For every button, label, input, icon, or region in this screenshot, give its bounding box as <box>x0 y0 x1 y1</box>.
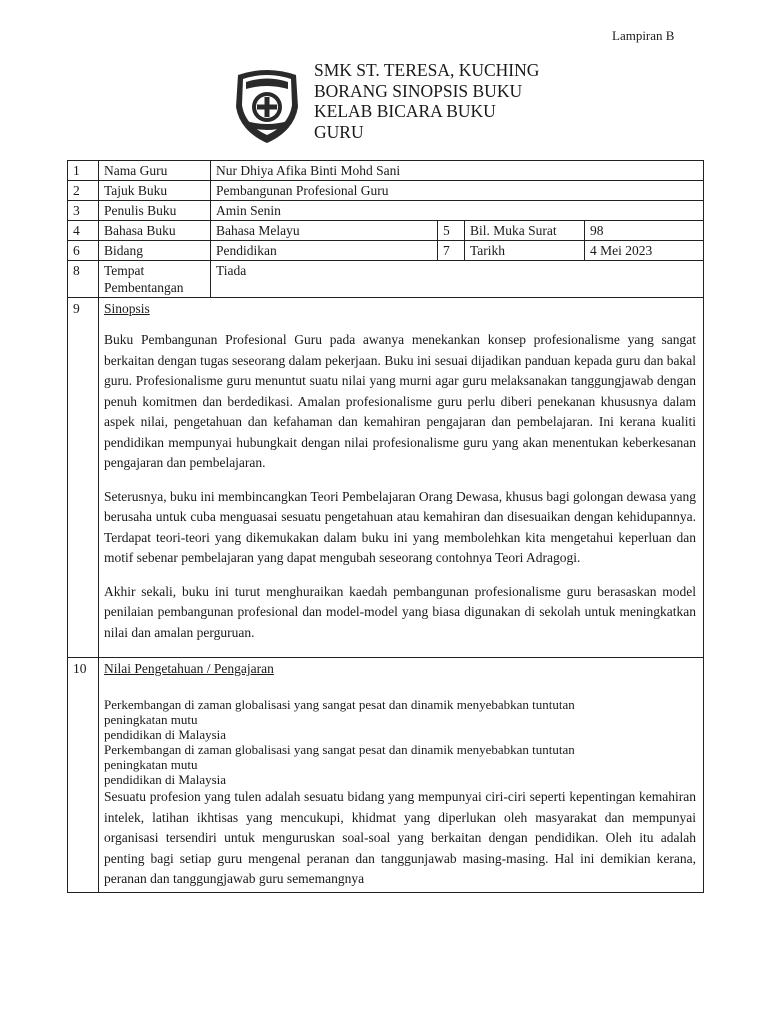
field-value: Pendidikan <box>211 241 438 261</box>
book-title-value: Pembangunan Profesional Guru <box>211 181 704 201</box>
synopsis-paragraph: Buku Pembangunan Profesional Guru pada awanya menekankan konsep profesionalisme yang sangat berkaitan dengan tugas seseorang dalam pekerjaan. Buku ini sesuai dijadikan panduan kepada guru dan bakal guru. Profesionalisme guru menuntut suatu nilai yang murni agar guru melaksanakan tanggungjawab dengan penuh komitmen dan berdedikasi. Amalan profesionalisme guru perlu diberi penekanan khususnya dalam aspek nilai, pengetahuan dan kefahaman dan kemahiran pengajaran dan pembelajaran. Ini kerana kualiti pendidikan mempunyai hubungkait dengan nilai profesionalisme guru yang akan menentukan keberkesanan pengajaran dan pembelajaran. <box>104 332 696 470</box>
row-number: 4 <box>68 221 99 241</box>
teacher-name-value: Nur Dhiya Afika Binti Mohd Sani <box>211 161 704 181</box>
row-number: 1 <box>68 161 99 181</box>
table-row <box>68 221 704 241</box>
field-label: Tarikh <box>465 241 585 261</box>
date-value: 4 Mei 2023 <box>585 241 704 261</box>
form-header <box>232 60 652 152</box>
language-value: Bahasa Melayu <box>211 221 438 241</box>
text-line: pendidikan di Malaysia <box>104 727 227 742</box>
field-label: Bahasa Buku <box>99 221 211 241</box>
row-number: 2 <box>68 181 99 201</box>
category-name: GURU <box>314 121 364 142</box>
form-title: BORANG SINOPSIS BUKU <box>314 80 523 101</box>
text-line: Perkembangan di zaman globalisasi yang sangat pesat dan dinamik menyebabkan tuntutan <box>104 697 575 712</box>
knowledge-paragraph-wrapper <box>104 787 696 892</box>
row-number: 7 <box>438 241 465 261</box>
synopsis-paragraph: Seterusnya, buku ini membincangkan Teori Pembelajaran Orang Dewasa, khusus bagi golongan dewasa yang berusaha untuk cuba menguasai sesuatu pengetahuan atau kemahiran dan disesuaikan dengan kehidupannya. Terdapat teori-teori yang dikemukakan dalam buku ini yang membolehkan kita mengetahui keperluan dan motif sebenar pembelajaran yang dapat mengubah seseorang contohnya Teori Adragogi. <box>104 488 696 565</box>
author-value: Amin Senin <box>211 201 704 221</box>
club-name: KELAB BICARA BUKU <box>314 101 496 121</box>
table-row <box>68 298 704 658</box>
text-line: Perkembangan di zaman globalisasi yang sangat pesat dan dinamik menyebabkan tuntutan <box>104 742 575 757</box>
row-number: 10 <box>68 658 99 893</box>
venue-value: Tiada <box>211 261 704 298</box>
text-line: peningkatan mutu <box>104 757 198 772</box>
form-title-block <box>314 60 539 142</box>
table-row <box>68 261 704 298</box>
row-number: 6 <box>68 241 99 261</box>
field-label: Penulis Buku <box>99 201 211 221</box>
knowledge-paragraph: Sesuatu profesion yang tulen adalah sesuatu bidang yang mempunyai ciri-ciri seperti kepentingan kemahiran intelek, latihan ikhtisas yang mencukupi, khidmat yang diperlukan oleh masyarakat dan mempunyai organisasi tersendiri untuk menguruskan soal-soal yang berkaitan dengan pendidikan. Oleh itu adalah penting bagi setiap guru mengenal peranan dan tanggunjawab masing-masing. Hal ini demikian kerana, peranan dan tanggungjawab guru sememangnya <box>104 789 696 886</box>
table-row <box>68 658 704 893</box>
field-label: Bidang <box>99 241 211 261</box>
page-count-value: 98 <box>585 221 704 241</box>
synopsis-form-table <box>67 160 704 893</box>
school-crest-icon <box>232 65 302 145</box>
field-label: Tajuk Buku <box>99 181 211 201</box>
row-number: 3 <box>68 201 99 221</box>
knowledge-value-cell <box>99 658 704 893</box>
row-number: 8 <box>68 261 99 298</box>
text-line: peningkatan mutu <box>104 712 198 727</box>
knowledge-heading: Nilai Pengetahuan / Pengajaran <box>104 661 274 676</box>
table-row <box>68 181 704 201</box>
synopsis-paragraph: Akhir sekali, buku ini turut menghuraikan kaedah pembangunan profesionalisme guru berasaskan model penilaian pembangunan profesional dan model-model yang biasa digunakan di sekolah untuk meningkatkan nilai dan amalan perguruan. <box>104 583 696 640</box>
table-row <box>68 161 704 181</box>
row-number: 5 <box>438 221 465 241</box>
synopsis-heading: Sinopsis <box>104 301 150 316</box>
field-label: Bil. Muka Surat <box>465 221 585 241</box>
school-name: SMK ST. TERESA, KUCHING <box>314 60 540 80</box>
row-number: 9 <box>68 298 99 658</box>
appendix-label: Lampiran B <box>612 28 675 43</box>
field-label: Tempat Pembentangan <box>99 261 211 298</box>
table-row <box>68 241 704 261</box>
field-label: Nama Guru <box>99 161 211 181</box>
table-row <box>68 201 704 221</box>
synopsis-cell <box>99 298 704 658</box>
text-line: pendidikan di Malaysia <box>104 772 227 787</box>
